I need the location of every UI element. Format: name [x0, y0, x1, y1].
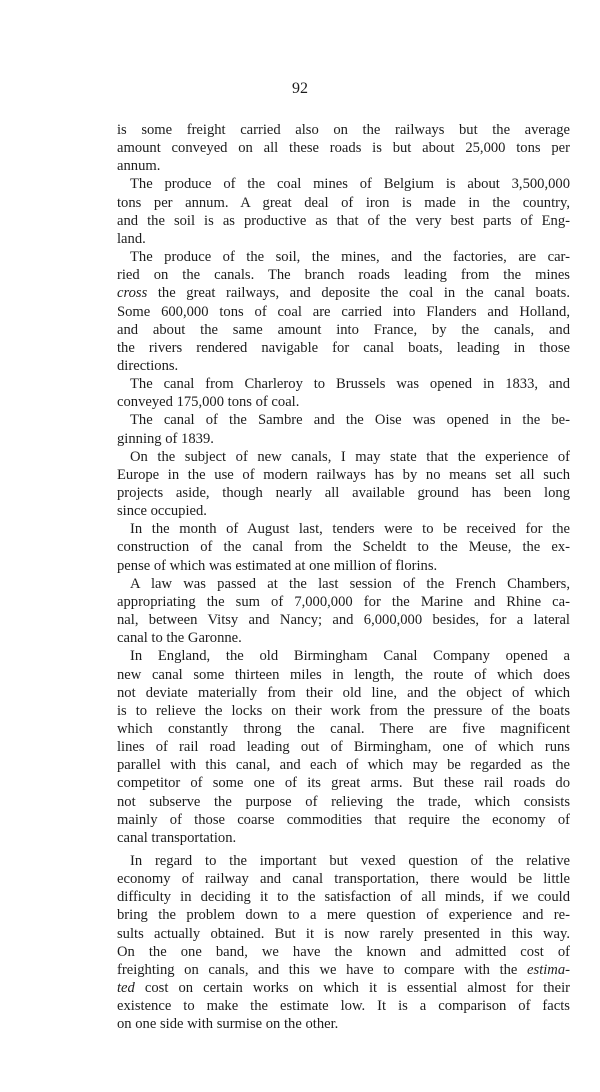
- text-line: Europe in the use of modern railways has by no means set all such: [117, 466, 570, 483]
- text-line: construction of the canal from the Scheldt to the Meuse, the ex-: [117, 539, 570, 556]
- text-line: On the subject of new canals, I may state that the experience of: [130, 448, 570, 465]
- text-line: the rivers rendered navigable for canal boats, leading in those: [117, 339, 570, 356]
- text-line: new canal some thirteen miles in length, the route of which does: [117, 666, 570, 683]
- page-number: 92: [292, 80, 308, 97]
- text-line: amount conveyed on all these roads is but about 25,000 tons per: [117, 140, 570, 157]
- italic-text: estima-: [527, 961, 570, 978]
- text-line: lines of rail road leading out of Birmingham, one of which runs: [117, 739, 570, 756]
- text-segment: freighting on canals, and this we have to compare with the: [117, 961, 528, 978]
- text-line: competitor of some one of its great arms. But these rail roads do: [117, 775, 570, 792]
- text-line: [117, 979, 570, 997]
- text-line: The canal from Charleroy to Brussels was opened in 1833, and: [130, 376, 570, 393]
- text-segment: the great railways, and deposite the coal in the canal boats.: [147, 285, 570, 302]
- text-line: is some freight carried also on the railways but the average: [117, 122, 570, 138]
- text-line: On the one band, we have the known and admitted cost of: [117, 943, 570, 960]
- text-line: difficulty in deciding it to the satisfaction of all minds, if we could: [117, 889, 570, 906]
- text-line: sults actually obtained. But it is now rarely presented in this way.: [117, 925, 570, 942]
- text-line: Some 600,000 tons of coal are carried into Flanders and Holland,: [117, 303, 570, 320]
- text-line: annum.: [117, 158, 161, 175]
- text-line: appropriating the sum of 7,000,000 for the Marine and Rhine ca-: [117, 593, 570, 610]
- text-line: A law was passed at the last session of the French Chambers,: [130, 575, 570, 592]
- text-line: In England, the old Birmingham Canal Company opened a: [130, 648, 570, 665]
- text-line: projects aside, though nearly all available ground has been long: [117, 485, 570, 501]
- text-line: directions.: [117, 357, 179, 374]
- text-line: bring the problem down to a mere question of experience and re-: [117, 907, 570, 924]
- text-line: on one side with surmise on the other.: [117, 1016, 339, 1033]
- text-line: ried on the canals. The branch roads leading from the mines: [117, 267, 570, 284]
- text-line: pense of which was estimated at one million of florins.: [117, 557, 438, 574]
- text-line: canal to the Garonne.: [117, 630, 242, 647]
- text-line: economy of railway and canal transportation, there would be little: [117, 871, 570, 888]
- text-line: tons per annum. A great deal of iron is made in the country,: [117, 194, 570, 211]
- italic-text: ted: [117, 980, 135, 997]
- text-line: land.: [117, 230, 146, 247]
- text-line: The produce of the soil, the mines, and the factories, are car-: [130, 249, 570, 266]
- text-line: [117, 961, 570, 979]
- text-line: canal transportation.: [117, 829, 237, 846]
- text-line: existence to make the estimate low. It is a comparison of facts: [117, 998, 570, 1015]
- text-line: ginning of 1839.: [117, 430, 214, 447]
- text-line: nal, between Vitsy and Nancy; and 6,000,000 besides, for a lateral: [117, 612, 570, 629]
- text-line: mainly of those coarse commodities that require the economy of: [117, 811, 570, 828]
- text-line: and the soil is as productive as that of the very best parts of Eng-: [117, 212, 570, 229]
- text-line: not deviate materially from their old line, and the object of which: [117, 684, 570, 701]
- text-line: In regard to the important but vexed question of the relative: [130, 853, 570, 869]
- italic-text: cross: [117, 285, 148, 302]
- text-line: conveyed 175,000 tons of coal.: [117, 394, 300, 411]
- text-line: is to relieve the locks on their work from the pressure of the boats: [117, 702, 570, 719]
- text-line: parallel with this canal, and each of which may be regarded as the: [117, 757, 570, 774]
- text-line: which constantly throng the canal. There are five magnificent: [117, 720, 570, 737]
- text-line: [117, 284, 570, 302]
- text-line: The produce of the coal mines of Belgium is about 3,500,000: [130, 176, 570, 193]
- text-segment: cost on certain works on which it is essential almost for their: [134, 980, 570, 997]
- text-line: and about the same amount into France, by the canals, and: [117, 321, 570, 338]
- text-line: not subserve the purpose of relieving the trade, which consists: [117, 793, 570, 810]
- text-line: In the month of August last, tenders were to be received for the: [130, 521, 570, 538]
- text-line: The canal of the Sambre and the Oise was opened in the be-: [130, 412, 570, 429]
- text-line: since occupied.: [117, 503, 207, 520]
